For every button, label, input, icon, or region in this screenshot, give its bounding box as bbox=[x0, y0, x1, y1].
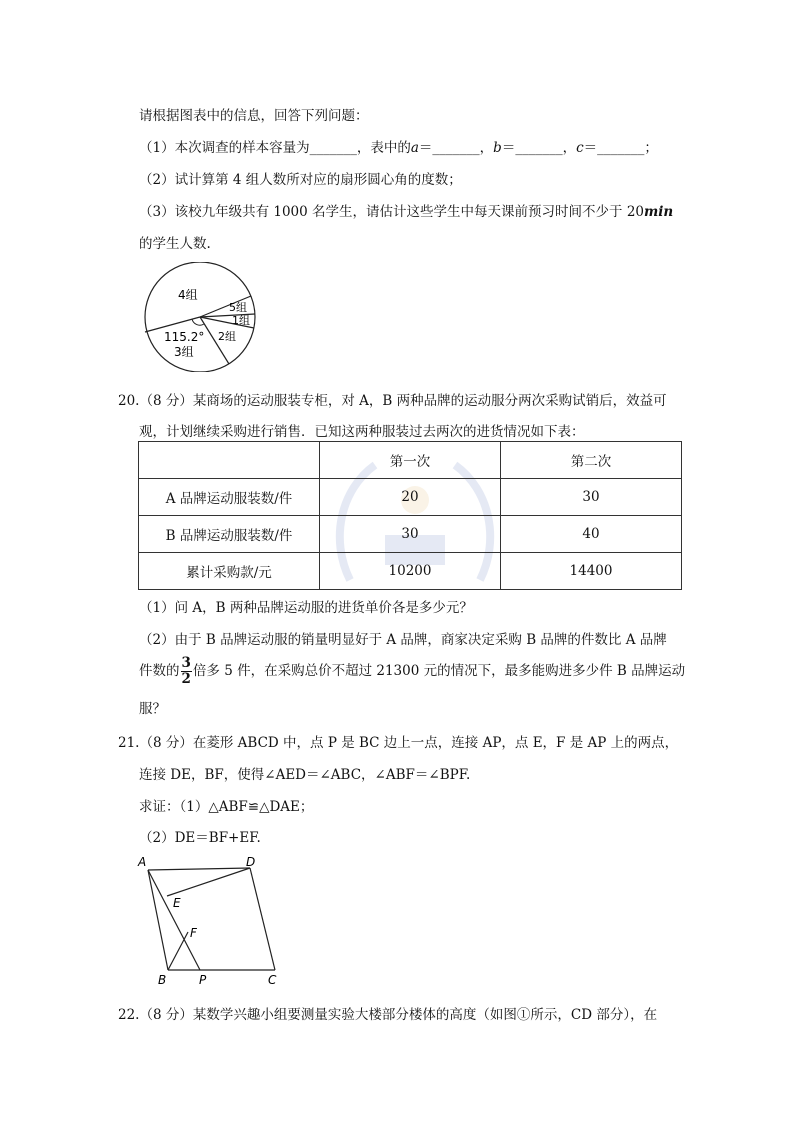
purchase-table bbox=[138, 441, 682, 590]
fraction-three-halves: $\frac{3}{2}$ bbox=[181, 655, 191, 687]
q20-sub2-line3: 服？ bbox=[139, 701, 166, 717]
segment-DC bbox=[250, 868, 275, 970]
point-label-E: E bbox=[173, 896, 181, 910]
q21-proof1: 求证：（1）△ABF≌△DAE； bbox=[139, 799, 314, 815]
q21-stem-line2: 连接 DE，BF，使得∠AED＝∠ABC，∠ABF＝∠BPF. bbox=[139, 767, 471, 783]
pie-angle-label: 115.2° bbox=[164, 330, 205, 344]
table-cell: 10200 bbox=[320, 553, 501, 590]
q19-part3: （3）该校九年级共有 1000 名学生，请估计这些学生中每天课前预习时间不少于 20min bbox=[139, 204, 674, 220]
q19-part2: （2）试计算第 4 组人数所对应的扇形圆心角的度数； bbox=[139, 172, 462, 188]
pie-chart-figure bbox=[130, 262, 270, 372]
pie-label-5: 5组 bbox=[229, 301, 247, 314]
table-row bbox=[139, 553, 682, 590]
table-row bbox=[139, 516, 682, 553]
q21-stem-line1: 21.（8 分）在菱形 ABCD 中，点 P 是 BC 边上一点，连接 AP，点 E，F 是 AP 上的两点， bbox=[118, 735, 679, 751]
q19-part1: （1）本次调查的样本容量为_______，表中的a＝_______，b＝_______，c＝_______； bbox=[139, 140, 658, 156]
point-label-F: F bbox=[190, 926, 197, 940]
table-header-row bbox=[139, 442, 682, 479]
table-cell: 14400 bbox=[501, 553, 682, 590]
q20-sub2-line1: （2）由于 B 品牌运动服的销量明显好于 A 品牌，商家决定采购 B 品牌的件数比 A 品牌 bbox=[139, 632, 667, 648]
point-label-P: P bbox=[199, 973, 207, 987]
q22-stem-line1: 22.（8 分）某数学兴趣小组要测量实验大楼部分楼体的高度（如图①所示，CD 部分），在 bbox=[118, 1007, 658, 1023]
table-row-label: B 品牌运动服装数/件 bbox=[139, 516, 320, 553]
table-row bbox=[139, 479, 682, 516]
table-cell: 40 bbox=[501, 516, 682, 553]
vertex-label-D: D bbox=[246, 855, 256, 869]
vertex-label-B: B bbox=[158, 973, 167, 987]
q21-proof2: （2）DE＝BF+EF. bbox=[139, 830, 261, 846]
table-corner-cell bbox=[139, 442, 320, 479]
segment-BA bbox=[148, 870, 168, 970]
pie-label-4: 4组 bbox=[178, 288, 198, 302]
segment-AP bbox=[148, 870, 200, 970]
table-cell: 30 bbox=[501, 479, 682, 516]
segment-DE bbox=[167, 868, 250, 896]
q19-intro: 请根据图表中的信息，回答下列问题： bbox=[139, 108, 369, 124]
segment-AD bbox=[148, 868, 250, 870]
table-row-label: A 品牌运动服装数/件 bbox=[139, 479, 320, 516]
q20-stem-line2: 观，计划继续采购进行销售．已知这两种服装过去两次的进货情况如下表： bbox=[139, 424, 585, 440]
q20-stem-line1: 20.（8 分）某商场的运动服装专柜，对 A，B 两种品牌的运动服分两次采购试销后，效益可 bbox=[118, 393, 667, 409]
segment-BF bbox=[168, 932, 188, 970]
q19-part3-cont: 的学生人数. bbox=[139, 236, 211, 252]
table-cell: 30 bbox=[320, 516, 501, 553]
vertex-label-A: A bbox=[138, 855, 147, 869]
table-cell: 20 bbox=[320, 479, 501, 516]
vertex-label-C: C bbox=[268, 973, 277, 987]
rhombus-figure bbox=[130, 850, 290, 990]
table-header-cell: 第二次 bbox=[501, 442, 682, 479]
q20-sub2-line2: 件数的 $\frac{3}{2}$ 倍多 5 件，在采购总价不超过 21300 元的情况下，最多能购进多少件 B 品牌运动 bbox=[139, 655, 686, 687]
q20-sub1: （1）问 A，B 两种品牌运动服的进货单价各是多少元？ bbox=[139, 600, 473, 616]
pie-label-1: 1组 bbox=[232, 314, 250, 327]
table-header-cell: 第一次 bbox=[320, 442, 501, 479]
table-row-label: 累计采购款/元 bbox=[139, 553, 320, 590]
pie-label-2: 2组 bbox=[218, 330, 236, 343]
pie-label-3: 3组 bbox=[174, 345, 194, 359]
